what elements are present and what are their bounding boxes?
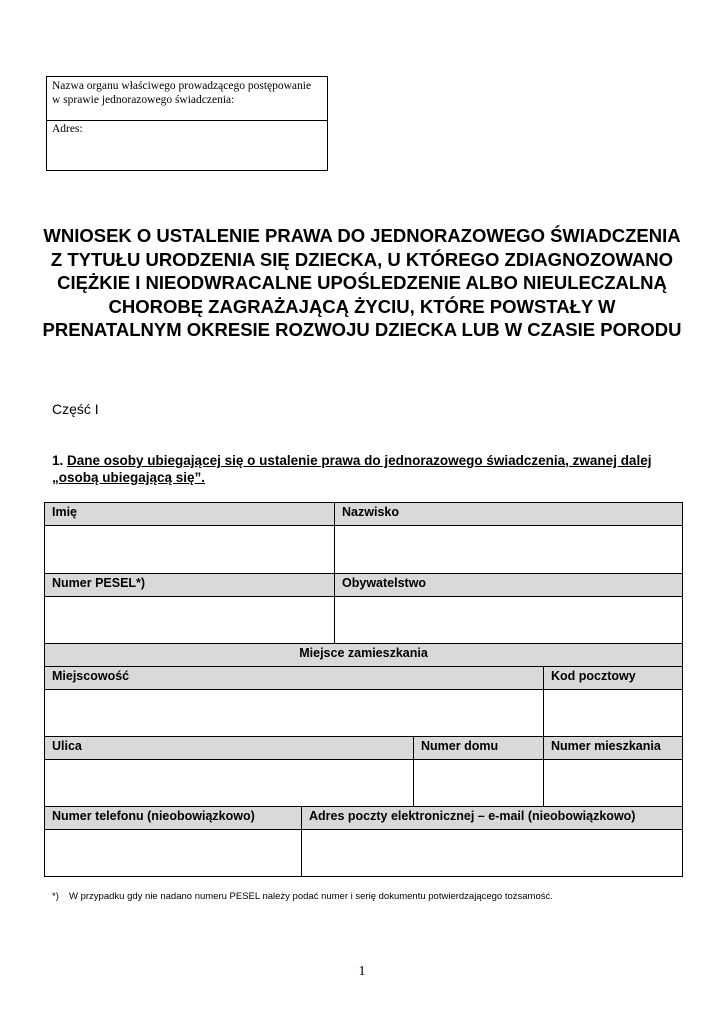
authority-address-cell[interactable] xyxy=(47,121,327,137)
street-label: Ulica xyxy=(45,737,414,760)
postal-code-field[interactable] xyxy=(544,690,683,737)
authority-name-label: Nazwa organu właściwego prowadzącego postępowanie w sprawie jednorazowego świadczenia: xyxy=(52,80,312,106)
apartment-number-label: Numer mieszkania xyxy=(544,737,683,760)
section-heading xyxy=(52,452,677,486)
city-field[interactable] xyxy=(45,690,544,737)
last-name-label: Nazwisko xyxy=(335,503,683,526)
phone-label: Numer telefonu (nieobowiązkowo) xyxy=(45,807,302,830)
document-title: WNIOSEK O USTALENIE PRAWA DO JEDNORAZOWEGO ŚWIADCZENIA Z TYTUŁU URODZENIA SIĘ DZIECKA, U KTÓREGO ZDIAGNOZOWANO CIĘŻKIE I NIEODWRACALNE UPOŚLEDZENIE ALBO NIEULECZALNĄ CHOROBĘ ZAGRAŻAJĄCĄ ŻYCIU, KTÓRE POWSTAŁY W PRENATALNYM OKRESIE ROZWOJU DZIECKA LUB W CZASIE PORODU xyxy=(42,225,682,340)
street-field[interactable] xyxy=(45,760,414,807)
first-name-label: Imię xyxy=(45,503,335,526)
applicant-data-table xyxy=(44,502,683,877)
phone-field[interactable] xyxy=(45,830,302,877)
last-name-field[interactable] xyxy=(335,526,683,574)
section-number: 1. xyxy=(52,453,64,468)
footnote-mark: *) xyxy=(52,891,59,902)
footnote xyxy=(52,891,553,902)
part-heading: Część I xyxy=(52,401,99,417)
pesel-field[interactable] xyxy=(45,597,335,644)
first-name-field[interactable] xyxy=(45,526,335,574)
pesel-label: Numer PESEL*) xyxy=(45,574,335,597)
email-field[interactable] xyxy=(302,830,683,877)
residence-header: Miejsce zamieszkania xyxy=(45,644,683,667)
citizenship-field[interactable] xyxy=(335,597,683,644)
page-number: 1 xyxy=(358,964,366,979)
authority-name-cell[interactable] xyxy=(47,77,327,121)
footnote-text: W przypadku gdy nie nadano numeru PESEL należy podać numer i serię dokumentu potwierdzającego tożsamość. xyxy=(69,891,553,902)
email-label: Adres poczty elektronicznej – e-mail (nieobowiązkowo) xyxy=(302,807,683,830)
house-number-label: Numer domu xyxy=(414,737,544,760)
postal-code-label: Kod pocztowy xyxy=(544,667,683,690)
city-label: Miejscowość xyxy=(45,667,544,690)
section-title: Dane osoby ubiegającej się o ustalenie prawa do jednorazowego świadczenia, zwanej dalej „osobą ubiegającą się”. xyxy=(52,453,652,485)
authority-box xyxy=(46,76,328,171)
citizenship-label: Obywatelstwo xyxy=(335,574,683,597)
house-number-field[interactable] xyxy=(414,760,544,807)
apartment-number-field[interactable] xyxy=(544,760,683,807)
authority-address-label: Adres: xyxy=(52,123,83,135)
